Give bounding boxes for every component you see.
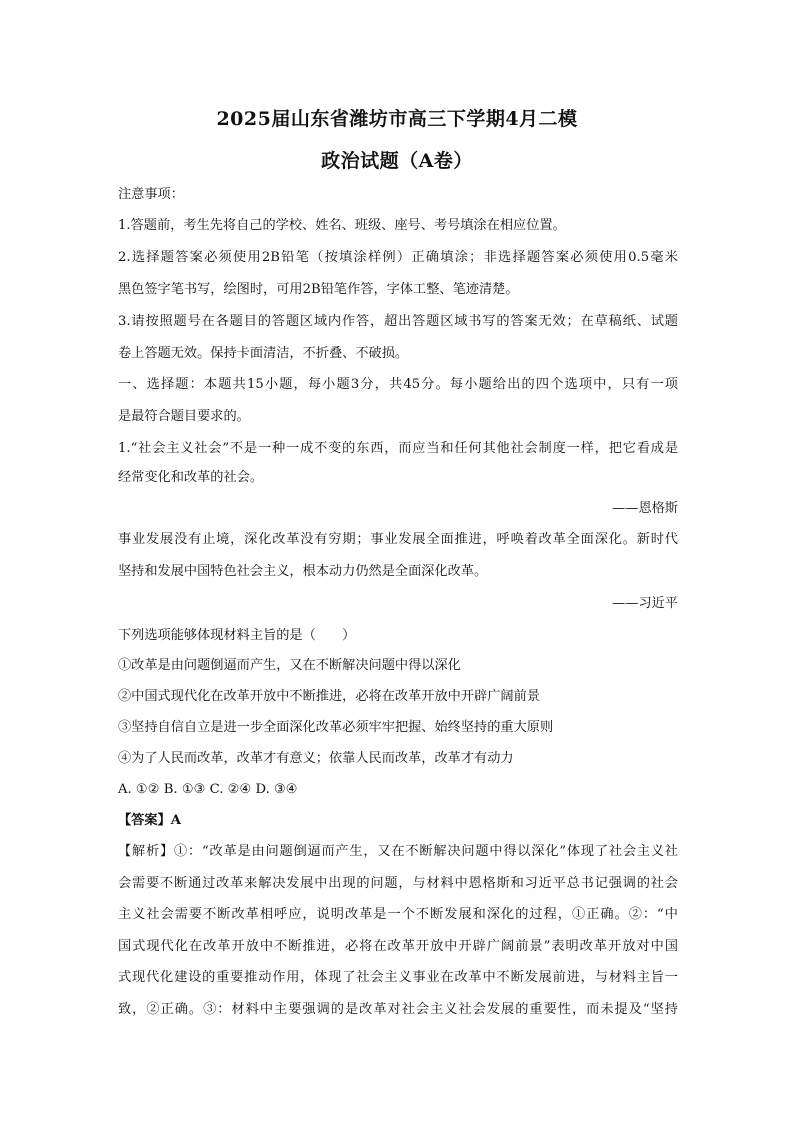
document-page	[118, 0, 676, 1123]
notice-heading: 注意事项：	[118, 187, 184, 202]
quote-2-line-1: 事业发展没有止境，深化改革没有穷期；事业发展全面推进，呼唤着改革全面深化。新时代	[118, 532, 678, 547]
exam-title: 2025届山东省潍坊市高三下学期4月二模	[216, 108, 578, 130]
quote-2-author: ——习近平	[612, 596, 678, 611]
answer-label: 【答案】A	[118, 813, 181, 828]
option-4: ④为了人民而改革，改革才有意义；依靠人民而改革，改革才有动力	[118, 751, 514, 766]
section-heading-line-1: 一、选择题：本题共15小题，每小题3分，共45分。每小题给出的四个选项中，只有一项	[118, 377, 678, 392]
question-stem: 下列选项能够体现材料主旨的是（ ）	[118, 628, 356, 643]
quote-1-line-1: 1.“社会主义社会”不是一种一成不变的东西，而应当和任何其他社会制度一样，把它看成是	[118, 441, 678, 456]
answer-choices: A. ①② B. ①③ C. ②④ D. ③④	[118, 782, 298, 797]
notice-item-3-line-2: 卷上答题无效。保持卡面清洁，不折叠、不破损。	[118, 346, 409, 361]
option-2: ②中国式现代化在改革开放中不断推进，必将在改革开放中开辟广阔前景	[118, 689, 540, 704]
analysis-line-4: 国式现代化在改革开放中不断推进，必将在改革开放中开辟广阔前景”表明改革开放对中国	[118, 939, 678, 954]
notice-item-2-line-2: 黑色签字笔书写，绘图时，可用2B铅笔作答，字体工整、笔迹清楚。	[118, 282, 519, 297]
notice-item-3-line-1: 3.请按照题号在各题目的答题区域内作答，超出答题区域书写的答案无效；在草稿纸、试题	[118, 314, 678, 329]
notice-item-2-line-1: 2.选择题答案必须使用2B铅笔（按填涂样例）正确填涂；非选择题答案必须使用0.5毫米	[118, 250, 678, 265]
exam-subtitle: 政治试题（A卷）	[321, 150, 473, 172]
analysis-line-5: 式现代化建设的重要推动作用，体现了社会主义事业在改革中不断发展前进，与材料主旨一	[118, 970, 678, 985]
analysis-line-3: 主义社会需要不断改革相呼应，说明改革是一个不断发展和深化的过程，①正确。②：“中	[118, 907, 678, 922]
option-3: ③坚持自信自立是进一步全面深化改革必须牢牢把握、始终坚持的重大原则	[118, 720, 554, 735]
analysis-line-2: 会需要不断通过改革来解决发展中出现的问题，与材料中恩格斯和习近平总书记强调的社会	[118, 876, 678, 891]
analysis-line-6: 致，②正确。③：材料中主要强调的是改革对社会主义社会发展的重要性，而未提及“坚持	[118, 1002, 678, 1017]
quote-1-line-2: 经常变化和改革的社会。	[118, 470, 264, 485]
section-heading-line-2: 是最符合题目要求的。	[118, 409, 250, 424]
quote-2-line-2: 坚持和发展中国特色社会主义，根本动力仍然是全面深化改革。	[118, 564, 488, 579]
analysis-line-1: 【解析】①：“改革是由问题倒逼而产生，又在不断解决问题中得以深化”体现了社会主义社	[118, 844, 678, 859]
notice-item-1: 1.答题前，考生先将自己的学校、姓名、班级、座号、考号填涂在相应位置。	[118, 218, 566, 233]
option-1: ①改革是由问题倒逼而产生，又在不断解决问题中得以深化	[118, 658, 461, 673]
quote-1-author: ——恩格斯	[612, 501, 678, 516]
